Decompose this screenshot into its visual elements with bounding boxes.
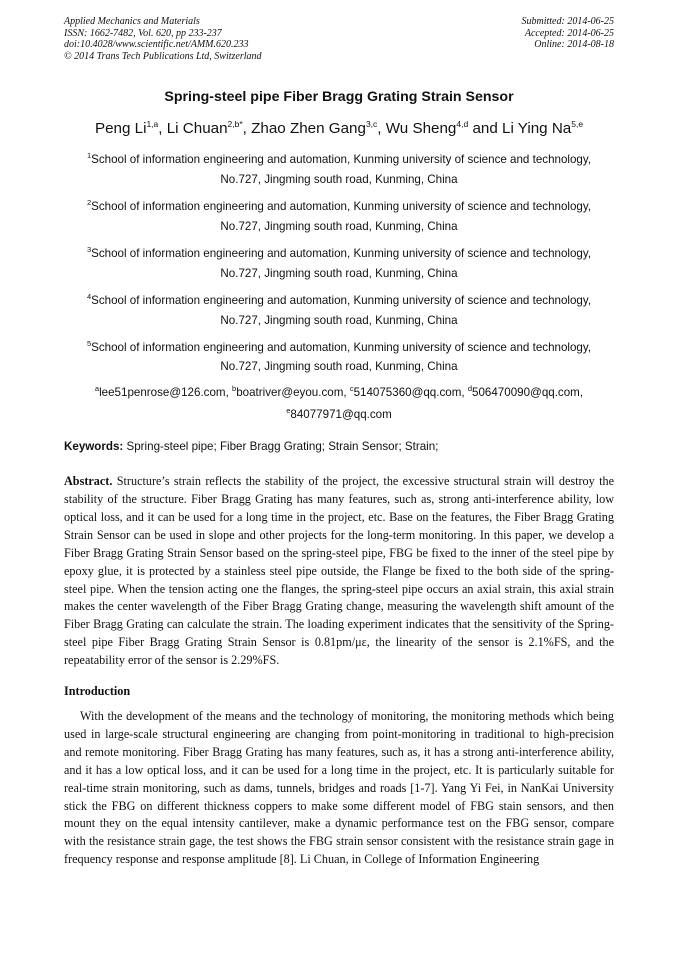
email[interactable]: $^d$506470090@qq.com, xyxy=(467,384,584,400)
journal-info xyxy=(64,16,262,62)
submitted-date: Submitted: 2014-06-25 xyxy=(521,16,614,27)
author: Zhao Zhen Gang$^{3,c}$, xyxy=(251,119,386,138)
author: Wu Sheng$^{4,d}$ and xyxy=(385,119,502,138)
affiliation-list xyxy=(64,146,614,377)
journal-issn: ISSN: 1662-7482, Vol. 620, pp 233-237 xyxy=(64,27,222,39)
keywords-label: Keywords: xyxy=(64,440,124,454)
abstract-text: Structure’s strain reflects the stability of the project, the excessive structural strain will destroy the stability of the structure. Fiber Bragg Grating has many features, such as, strong anti-interference ability, low optical loss, and it can be used for a long time in the project, etc. Base on the features, the Fiber Bragg Grating Strain Sensor can be used in slope and other projects for the long-term monitoring. In this paper, we develop a Fiber Bragg Grating Strain Sensor based on the spring-steel pipe, FBG be fixed to the inner of the steel pipe by epoxy glue, it is protected by a stainless steel pipe outside, the Flange be fixed to the both side of the spring-steel pipe. When the tension acting one the flanges, the spring-steel pipe occurs an axial strain, this axial strain makes the center wavelength of the Fiber Bragg Grating change, measuring the wavelength shift amount of the Fiber Bragg Grating can calculate the strain. The loading experiment indicates that the sensitivity of the Spring-steel pipe Fiber Bragg Grating Strain Sensor is 0.81pm/με, the linearity of the sensor is 2.1%FS, and the repeatability error of the sensor is 2.29%FS. xyxy=(64,474,614,668)
affiliation: $^1$School of information engineering and automation, Kunming university of science and technology, No.727, Jingming south road, Kunming, China xyxy=(86,151,592,186)
email[interactable]: $^c$514075360@qq.com, xyxy=(349,384,468,400)
email-list xyxy=(64,380,614,424)
affiliation: $^2$School of information engineering and automation, Kunming university of science and technology, No.727, Jingming south road, Kunming, China xyxy=(86,197,592,233)
journal-name: Applied Mechanics and Materials xyxy=(64,16,200,27)
author: Peng Li$^{1,a}$, xyxy=(94,119,167,138)
introduction-text: With the development of the means and the technology of monitoring, the monitoring methods which being used in large-scale structural engineering are changing from point-monitoring in traditional to high-precision and remote monitoring. Fiber Bragg Grating has many features, such as, it has a strong anti-interference ability, and it has a low optical loss, and it can be used for a long time in the project, etc. It is particularly suitable for real-time strain monitoring, such as dams, tunnels, bridges and roads [1-7]. Yang Yi Fei, in NanKai University stick the FBG on different thickness coppers to make some different model of FBG stain sensors, and then mount they on the equal intensity cantilever, make a dynamic performance test on the FBG sensor, compare with the resistance strain gage, the test shows the FBG strain sensor consistent with the resistance strain gage in frequency response and response amplitude [8]. Li Chuan, in College of Information Engineering xyxy=(64,709,614,867)
publication-dates xyxy=(522,16,615,62)
author: Li Chuan$^{2,b*}$, xyxy=(166,119,252,138)
email[interactable]: $^b$boatriver@eyou.com, xyxy=(232,384,350,400)
page-header xyxy=(64,16,614,62)
author-list xyxy=(64,119,614,137)
online-date: Online: 2014-08-18 xyxy=(534,39,614,50)
section-heading-introduction: Introduction xyxy=(64,684,131,699)
abstract-label: Abstract. xyxy=(64,474,113,489)
journal-doi[interactable]: doi:10.4028/www.scientific.net/AMM.620.233 xyxy=(64,39,249,50)
affiliation: $^5$School of information engineering and automation, Kunming university of science and technology, No.727, Jingming south road, Kunming, China xyxy=(86,338,592,374)
accepted-date: Accepted: 2014-06-25 xyxy=(524,27,614,39)
affiliation: $^3$School of information engineering and automation, Kunming university of science and technology, No.727, Jingming south road, Kunming, China xyxy=(86,244,592,280)
keywords-text: Spring-steel pipe; Fiber Bragg Grating; Strain Sensor; Strain; xyxy=(123,440,439,454)
author: Li Ying Na$^{5,e}$ xyxy=(502,119,584,138)
abstract xyxy=(64,473,614,670)
email[interactable]: $^a$lee51penrose@126.com, xyxy=(94,384,233,400)
affiliation: $^4$School of information engineering and automation, Kunming university of science and technology, No.727, Jingming south road, Kunming, China xyxy=(86,291,592,327)
journal-copyright: © 2014 Trans Tech Publications Ltd, Switzerland xyxy=(64,50,262,62)
email[interactable]: $^e$84077971@qq.com xyxy=(286,406,392,422)
keywords xyxy=(64,440,614,453)
paper-title: Spring-steel pipe Fiber Bragg Grating Strain Sensor xyxy=(164,89,514,105)
